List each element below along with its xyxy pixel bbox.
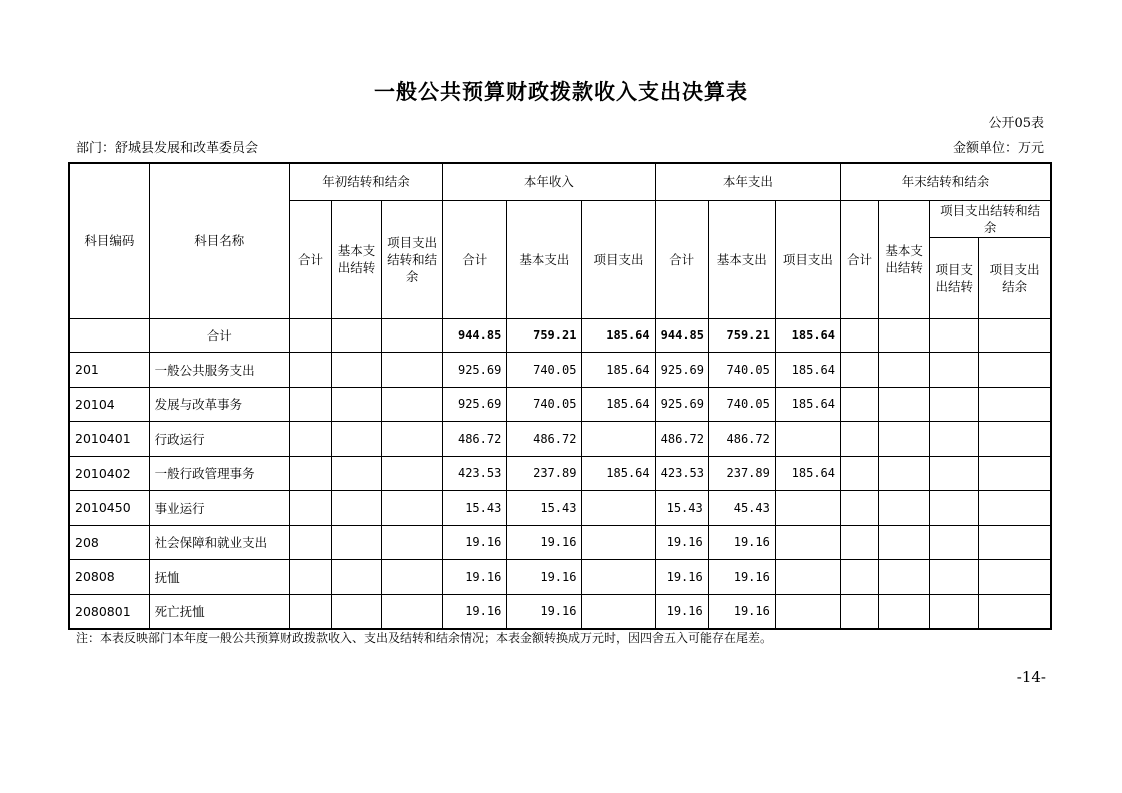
header-expense-basic: 基本支出 xyxy=(708,200,775,318)
cell-exp-total: 423.53 xyxy=(655,456,708,491)
cell-empty xyxy=(841,456,879,491)
cell-empty xyxy=(289,387,331,422)
cell-income-basic: 237.89 xyxy=(507,456,582,491)
cell-empty xyxy=(879,560,930,595)
cell-empty xyxy=(289,594,331,629)
cell-exp-basic: 740.05 xyxy=(708,353,775,388)
header-begin-project: 项目支出结转和结余 xyxy=(382,200,443,318)
cell-exp-basic: 19.16 xyxy=(708,560,775,595)
cell-income-basic: 15.43 xyxy=(507,491,582,526)
cell-income-basic: 19.16 xyxy=(507,525,582,560)
cell-exp-project xyxy=(775,594,840,629)
cell-income-basic: 486.72 xyxy=(507,422,582,457)
header-end-project-group: 项目支出结转和结余 xyxy=(930,200,1051,237)
cell-income-project xyxy=(582,422,655,457)
cell-empty xyxy=(879,456,930,491)
cell-code: 20808 xyxy=(69,560,149,595)
cell-exp-total: 15.43 xyxy=(655,491,708,526)
header-expense-project: 项目支出 xyxy=(775,200,840,318)
cell-income-project: 185.64 xyxy=(582,456,655,491)
cell-name: 事业运行 xyxy=(149,491,289,526)
cell-income-project xyxy=(582,525,655,560)
cell-income-total: 423.53 xyxy=(443,456,507,491)
cell-exp-project: 185.64 xyxy=(775,318,840,353)
cell-empty xyxy=(289,318,331,353)
cell-income-basic: 759.21 xyxy=(507,318,582,353)
cell-empty xyxy=(841,525,879,560)
cell-empty xyxy=(382,422,443,457)
cell-empty xyxy=(331,318,381,353)
cell-exp-total: 944.85 xyxy=(655,318,708,353)
cell-exp-project xyxy=(775,560,840,595)
cell-exp-basic: 486.72 xyxy=(708,422,775,457)
cell-income-total: 19.16 xyxy=(443,594,507,629)
cell-empty xyxy=(930,491,979,526)
table-row xyxy=(69,491,1051,526)
cell-code: 2010402 xyxy=(69,456,149,491)
cell-exp-project xyxy=(775,525,840,560)
table-total-row xyxy=(69,318,1051,353)
cell-empty xyxy=(979,594,1051,629)
cell-income-project: 185.64 xyxy=(582,353,655,388)
cell-empty xyxy=(930,318,979,353)
table-row xyxy=(69,422,1051,457)
cell-exp-total: 486.72 xyxy=(655,422,708,457)
cell-empty xyxy=(382,353,443,388)
cell-empty xyxy=(979,525,1051,560)
cell-code: 20104 xyxy=(69,387,149,422)
cell-name: 抚恤 xyxy=(149,560,289,595)
cell-income-total: 944.85 xyxy=(443,318,507,353)
cell-name: 一般公共服务支出 xyxy=(149,353,289,388)
cell-income-basic: 19.16 xyxy=(507,560,582,595)
header-code: 科目编码 xyxy=(69,163,149,318)
cell-empty xyxy=(879,318,930,353)
cell-empty xyxy=(289,525,331,560)
table-row xyxy=(69,387,1051,422)
cell-code: 2080801 xyxy=(69,594,149,629)
cell-exp-total: 19.16 xyxy=(655,525,708,560)
cell-empty xyxy=(841,353,879,388)
cell-income-total: 925.69 xyxy=(443,387,507,422)
cell-exp-total: 925.69 xyxy=(655,387,708,422)
cell-income-total: 486.72 xyxy=(443,422,507,457)
table-row xyxy=(69,353,1051,388)
cell-income-basic: 740.05 xyxy=(507,387,582,422)
cell-code xyxy=(69,318,149,353)
cell-code: 201 xyxy=(69,353,149,388)
cell-empty xyxy=(879,387,930,422)
cell-empty xyxy=(289,422,331,457)
cell-empty xyxy=(930,353,979,388)
header-income-total: 合计 xyxy=(443,200,507,318)
cell-income-project xyxy=(582,594,655,629)
cell-empty xyxy=(979,491,1051,526)
page-title: 一般公共预算财政拨款收入支出决算表 xyxy=(374,79,748,104)
header-group-end: 年末结转和结余 xyxy=(841,163,1051,200)
cell-empty xyxy=(930,422,979,457)
header-group-income: 本年收入 xyxy=(443,163,655,200)
cell-name: 行政运行 xyxy=(149,422,289,457)
cell-name: 死亡抚恤 xyxy=(149,594,289,629)
cell-empty xyxy=(841,387,879,422)
table-row xyxy=(69,560,1051,595)
header-income-basic: 基本支出 xyxy=(507,200,582,318)
cell-empty xyxy=(331,387,381,422)
table-row xyxy=(69,594,1051,629)
cell-empty xyxy=(841,422,879,457)
cell-exp-basic: 740.05 xyxy=(708,387,775,422)
cell-empty xyxy=(289,353,331,388)
cell-code: 2010450 xyxy=(69,491,149,526)
cell-empty xyxy=(930,387,979,422)
cell-empty xyxy=(979,422,1051,457)
cell-empty xyxy=(930,456,979,491)
header-expense-total: 合计 xyxy=(655,200,708,318)
cell-name: 一般行政管理事务 xyxy=(149,456,289,491)
header-end-project-balance: 项目支出结余 xyxy=(979,237,1051,318)
unit-label: 金额单位：万元 xyxy=(952,141,1044,156)
cell-empty xyxy=(331,594,381,629)
table-row xyxy=(69,456,1051,491)
cell-empty xyxy=(289,491,331,526)
table-row xyxy=(69,525,1051,560)
cell-code: 2010401 xyxy=(69,422,149,457)
header-end-total: 合计 xyxy=(841,200,879,318)
cell-empty xyxy=(331,422,381,457)
cell-name: 社会保障和就业支出 xyxy=(149,525,289,560)
cell-empty xyxy=(841,594,879,629)
cell-empty xyxy=(382,456,443,491)
cell-income-project: 185.64 xyxy=(582,387,655,422)
cell-exp-project: 185.64 xyxy=(775,353,840,388)
cell-empty xyxy=(382,594,443,629)
header-begin-basic-carry: 基本支出结转 xyxy=(331,200,381,318)
cell-income-project: 185.64 xyxy=(582,318,655,353)
cell-empty xyxy=(382,318,443,353)
cell-exp-total: 19.16 xyxy=(655,560,708,595)
cell-empty xyxy=(879,525,930,560)
cell-exp-project xyxy=(775,491,840,526)
cell-income-total: 19.16 xyxy=(443,560,507,595)
cell-exp-project: 185.64 xyxy=(775,456,840,491)
cell-exp-total: 19.16 xyxy=(655,594,708,629)
cell-income-total: 925.69 xyxy=(443,353,507,388)
cell-empty xyxy=(979,387,1051,422)
cell-name: 合计 xyxy=(149,318,289,353)
cell-empty xyxy=(879,422,930,457)
cell-empty xyxy=(930,560,979,595)
form-number: 公开05表 xyxy=(988,116,1044,131)
cell-empty xyxy=(841,491,879,526)
cell-empty xyxy=(382,560,443,595)
cell-empty xyxy=(930,594,979,629)
cell-income-total: 15.43 xyxy=(443,491,507,526)
cell-empty xyxy=(841,318,879,353)
department-label: 部门：舒城县发展和改革委员会 xyxy=(76,141,259,156)
cell-empty xyxy=(382,525,443,560)
cell-name: 发展与改革事务 xyxy=(149,387,289,422)
cell-income-project xyxy=(582,560,655,595)
cell-empty xyxy=(930,525,979,560)
header-group-expense: 本年支出 xyxy=(655,163,840,200)
cell-exp-basic: 759.21 xyxy=(708,318,775,353)
cell-empty xyxy=(979,353,1051,388)
cell-income-basic: 740.05 xyxy=(507,353,582,388)
header-group-begin: 年初结转和结余 xyxy=(289,163,442,200)
cell-empty xyxy=(382,387,443,422)
cell-income-project xyxy=(582,491,655,526)
cell-exp-basic: 19.16 xyxy=(708,594,775,629)
cell-empty xyxy=(879,594,930,629)
header-end-project-carry: 项目支出结转 xyxy=(930,237,979,318)
cell-exp-project: 185.64 xyxy=(775,387,840,422)
cell-empty xyxy=(331,353,381,388)
header-name: 科目名称 xyxy=(149,163,289,318)
header-income-project: 项目支出 xyxy=(582,200,655,318)
cell-exp-basic: 19.16 xyxy=(708,525,775,560)
header-end-basic-carry: 基本支出结转 xyxy=(879,200,930,318)
cell-exp-basic: 237.89 xyxy=(708,456,775,491)
cell-empty xyxy=(331,491,381,526)
footnote: 注：本表反映部门本年度一般公共预算财政拨款收入、支出及结转和结余情况；本表金额转换成万元时，因四舍五入可能存在尾差。 xyxy=(76,631,773,645)
cell-empty xyxy=(331,456,381,491)
cell-empty xyxy=(331,525,381,560)
budget-table xyxy=(68,162,1052,630)
cell-income-basic: 19.16 xyxy=(507,594,582,629)
cell-exp-basic: 45.43 xyxy=(708,491,775,526)
cell-exp-project xyxy=(775,422,840,457)
cell-empty xyxy=(289,456,331,491)
cell-empty xyxy=(841,560,879,595)
cell-empty xyxy=(382,491,443,526)
cell-code: 208 xyxy=(69,525,149,560)
cell-empty xyxy=(331,560,381,595)
page-number: -14- xyxy=(1016,668,1046,686)
cell-empty xyxy=(289,560,331,595)
cell-empty xyxy=(879,491,930,526)
cell-income-total: 19.16 xyxy=(443,525,507,560)
cell-empty xyxy=(879,353,930,388)
cell-exp-total: 925.69 xyxy=(655,353,708,388)
cell-empty xyxy=(979,456,1051,491)
header-begin-total: 合计 xyxy=(289,200,331,318)
cell-empty xyxy=(979,560,1051,595)
cell-empty xyxy=(979,318,1051,353)
